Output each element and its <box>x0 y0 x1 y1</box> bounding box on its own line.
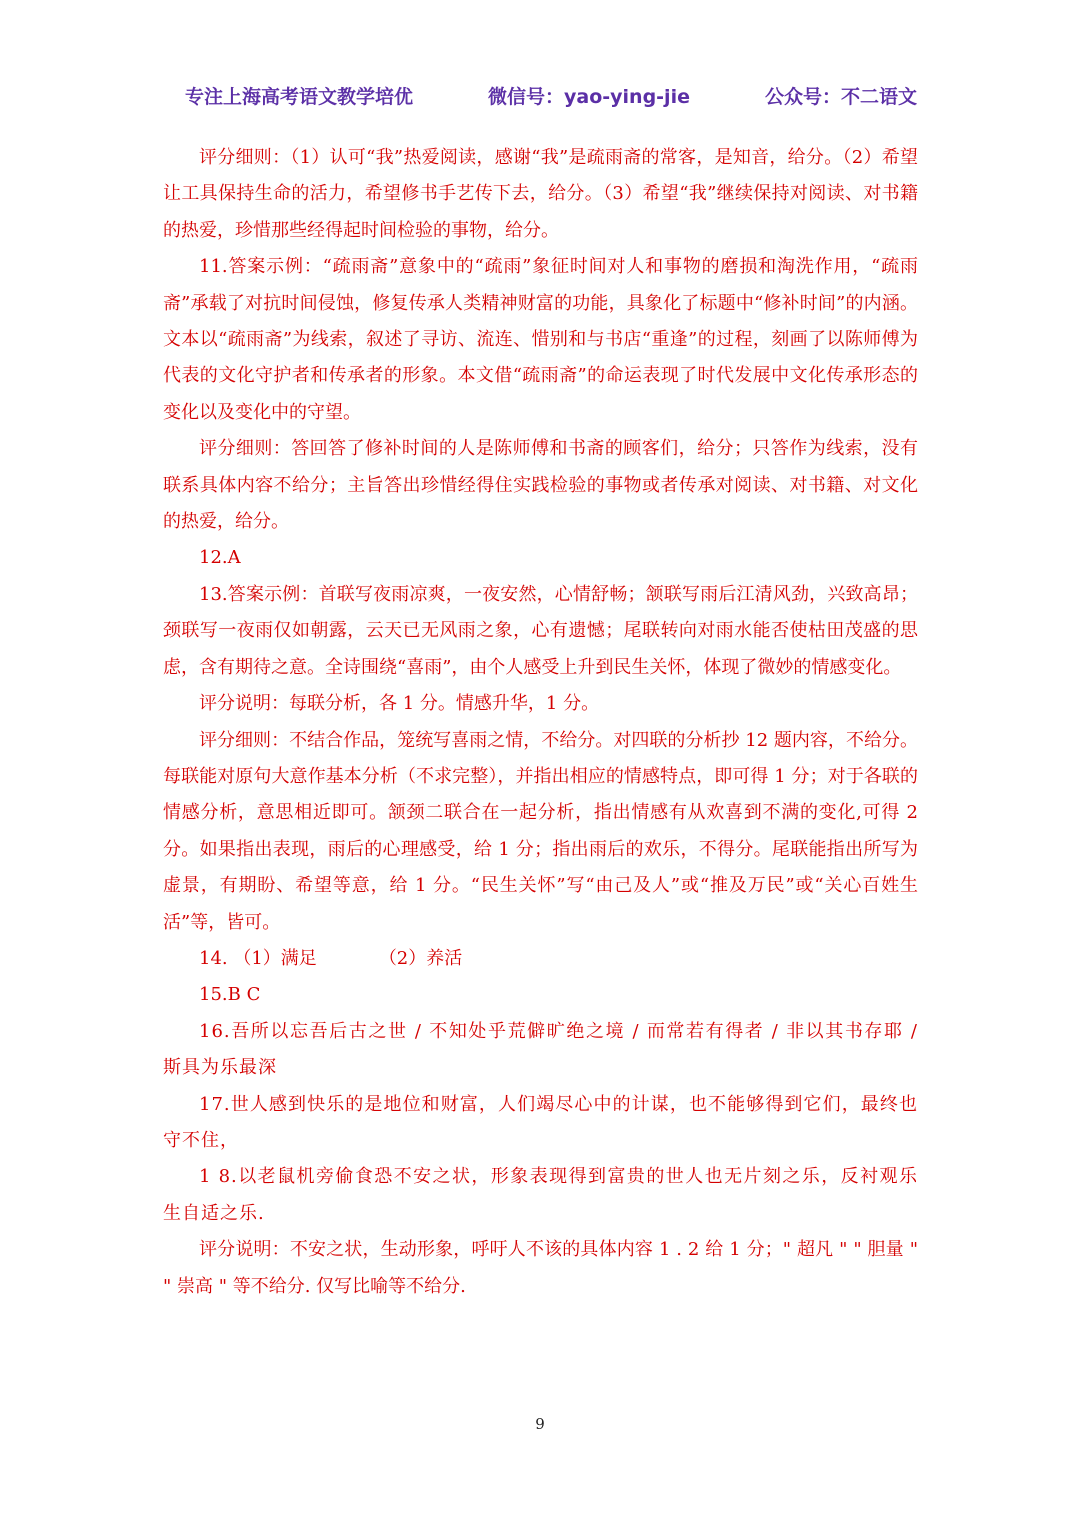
scoring-rules-q13: 评分细则：不结合作品，笼统写喜雨之情，不给分。对四联的分析抄 12 题内容，不给分。每联能对原句大意作基本分析（不求完整），并指出相应的情感特点，即可得 1 分；对于各联的情感分析，意思相近即可。颔颈二联合在一起分析，指出情感有从欢喜到不满的变化,可得 2 分。如果指出表现，雨后的心理感受，给 1 分；指出雨后的欢乐，不得分。尾联能指出所写为虚景，有期盼、希望等意，给 1 分。“民生关怀”写“由己及人”或“推及万民”或“关心百姓生活”等，皆可。 <box>163 729 918 933</box>
answer-q13: 13.答案示例：首联写夜雨凉爽，一夜安然，心情舒畅；颔联写雨后江清风劲，兴致高昂；颈联写一夜雨仅如朝露，云天已无风雨之象，心有遗憾；尾联转向对雨水能否使枯田茂盛的思虑，含有期待之意。全诗围绕“喜雨”，由个人感受上升到民生关怀，体现了微妙的情感变化。 <box>163 583 918 678</box>
header-slogan: 专注上海高考语文教学培优 <box>185 86 414 108</box>
answer-q14-part1: 14. （1）满足 <box>199 947 317 969</box>
scoring-note-q18: 评分说明：不安之状，生动形象，呼吁人不该的具体内容 1 . 2 给 1 分；" 超凡 " " 胆量 " " 崇高 " 等不给分. 仅写比喻等不给分. <box>163 1239 918 1297</box>
answer-q17: 17.世人感到快乐的是地位和财富，人们竭尽心中的计谋，也不能够得到它们，最终也守不住， <box>163 1093 918 1151</box>
answer-content <box>163 140 918 1305</box>
header-wechat-id: 微信号：yao-ying-jie <box>488 86 690 108</box>
scoring-note-q13: 评分说明：每联分析，各 1 分。情感升华，1 分。 <box>199 693 600 715</box>
answer-q16: 16.吾所以忘吾后古之世 / 不知处乎荒僻旷绝之境 / 而常若有得者 / 非以其书存耶 / 斯具为乐最深 <box>163 1020 918 1079</box>
answer-q15: 15.B C <box>199 984 261 1006</box>
answer-q12: 12.A <box>199 547 241 569</box>
answer-q11: 11.答案示例：“疏雨斋”意象中的“疏雨”象征时间对人和事物的磨损和淘洗作用，“疏雨斋”承载了对抗时间侵蚀，修复传承人类精神财富的功能，具象化了标题中“修补时间”的内涵。文本以“疏雨斋”为线索，叙述了寻访、流连、惜别和与书店“重逢”的过程，刻画了以陈师傅为代表的文化守护者和传承者的形象。本文借“疏雨斋”的命运表现了时代发展中文化传承形态的变化以及变化中的守望。 <box>163 256 918 423</box>
page-header <box>0 82 1080 112</box>
scoring-rules-q10: 评分细则：（1）认可“我”热爱阅读，感谢“我”是疏雨斋的常客，是知音，给分。（2）希望让工具保持生命的活力，希望修书手艺传下去，给分。（3）希望“我”继续保持对阅读、对书籍的热爱，珍惜那些经得起时间检验的事物，给分。 <box>163 147 918 241</box>
page-number: 9 <box>535 1415 545 1433</box>
scoring-rules-q11: 评分细则：答回答了修补时间的人是陈师傅和书斋的顾客们，给分；只答作为线索，没有联系具体内容不给分；主旨答出珍惜经得住实践检验的事物或者传承对阅读、对书籍、对文化的热爱，给分。 <box>163 438 918 533</box>
answer-q18: 1 8.以老鼠机旁偷食恐不安之状，形象表现得到富贵的世人也无片刻之乐，反衬观乐生自适之乐. <box>163 1166 918 1224</box>
answer-q14 <box>163 941 918 977</box>
header-official-account: 公众号：不二语文 <box>765 86 918 108</box>
answer-q14-part2: （2）养活 <box>378 947 463 969</box>
